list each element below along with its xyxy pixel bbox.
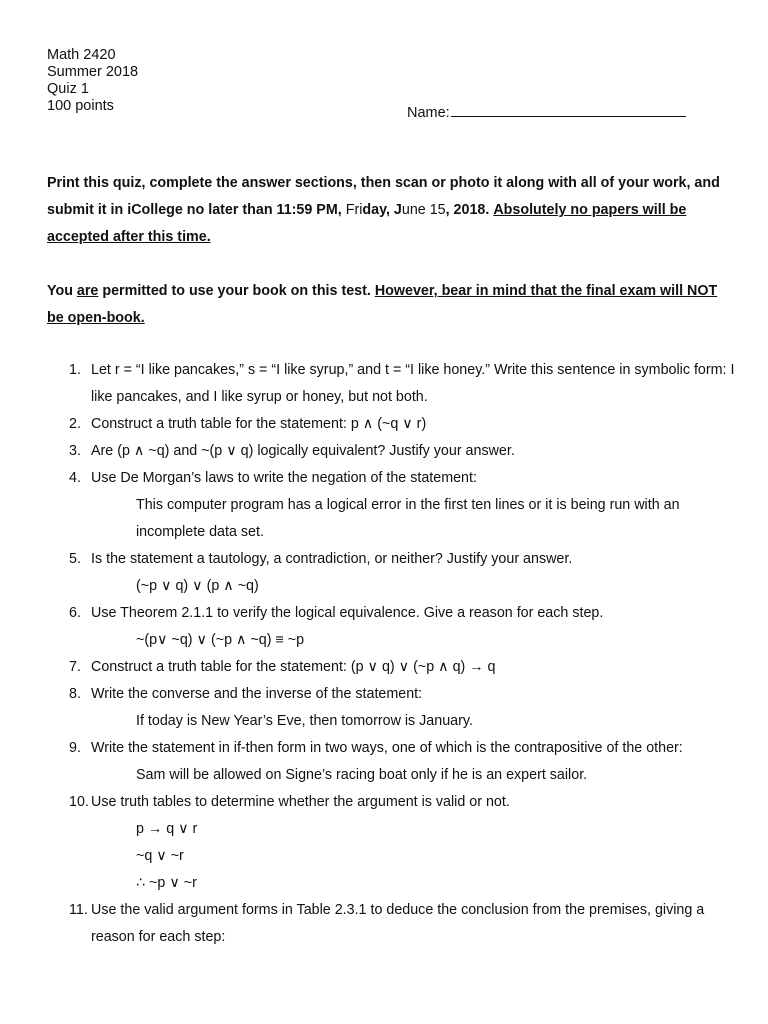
question-text: Is the statement a tautology, a contradiction, or neither? Justify your answer. bbox=[91, 551, 573, 567]
book-policy-you: You bbox=[47, 283, 77, 299]
question-item bbox=[47, 735, 737, 789]
question-number: 6. bbox=[69, 605, 81, 621]
question-list bbox=[47, 357, 737, 951]
question-item bbox=[47, 546, 737, 600]
question-number: 4. bbox=[69, 470, 81, 486]
name-field bbox=[407, 102, 686, 121]
question-number: 1. bbox=[69, 362, 81, 378]
instructions-year: , 2018. bbox=[445, 202, 490, 218]
question-number: 10. bbox=[69, 794, 89, 810]
points-label: 100 points bbox=[47, 98, 114, 114]
question-text: Write the converse and the inverse of the statement: bbox=[91, 686, 423, 702]
question-number: 5. bbox=[69, 551, 81, 567]
question-text: Use Theorem 2.1.1 to verify the logical equivalence. Give a reason for each step. bbox=[91, 605, 604, 621]
question-number: 3. bbox=[69, 443, 81, 459]
question-text: Use De Morgan’s laws to write the negation of the statement: bbox=[91, 470, 477, 486]
question-detail: ~q ∨ ~r bbox=[136, 848, 184, 864]
quiz-header bbox=[47, 47, 138, 115]
question-detail: (~p ∨ q) ∨ (p ∧ ~q) bbox=[136, 578, 259, 594]
question-text: Use the valid argument forms in Table 2.3.1 to deduce the conclusion from the premises, giving a reason for each step: bbox=[91, 902, 705, 945]
question-item bbox=[47, 681, 737, 735]
question-item bbox=[47, 897, 737, 951]
question-item bbox=[47, 438, 737, 465]
name-blank-line bbox=[451, 102, 686, 117]
instructions-day: day, J bbox=[362, 202, 402, 218]
book-policy bbox=[47, 278, 737, 332]
question-detail: p → q ∨ r bbox=[136, 821, 198, 837]
question-number: 7. bbox=[69, 659, 81, 675]
question-item bbox=[47, 600, 737, 654]
instructions-fri: Fri bbox=[341, 202, 363, 218]
question-text: Write the statement in if-then form in two ways, one of which is the contrapositive of the other: bbox=[91, 740, 683, 756]
question-item bbox=[47, 465, 737, 546]
submission-instructions bbox=[47, 170, 737, 251]
question-detail: ~(p∨ ~q) ∨ (~p ∧ ~q) ≡ ~p bbox=[136, 632, 305, 648]
instructions-deadline-warning: Absolutely no papers will be accepted after this time. bbox=[47, 202, 687, 245]
question-detail: Sam will be allowed on Signe’s racing boat only if he is an expert sailor. bbox=[136, 767, 588, 783]
name-label: Name: bbox=[407, 105, 450, 121]
course-label: Math 2420 bbox=[47, 47, 116, 63]
question-item bbox=[47, 654, 737, 681]
book-policy-are: are bbox=[76, 283, 99, 299]
question-number: 2. bbox=[69, 416, 81, 432]
term-label: Summer 2018 bbox=[47, 64, 139, 80]
question-number: 8. bbox=[69, 686, 81, 702]
question-text: Construct a truth table for the statement: p ∧ (~q ∨ r) bbox=[91, 416, 427, 432]
instructions-main: Print this quiz, complete the answer sections, then scan or photo it along with all of your work, and submit it in iCollege no later than 11:59 PM, bbox=[47, 175, 720, 218]
question-item bbox=[47, 411, 737, 438]
question-item bbox=[47, 789, 737, 897]
instructions-une: une 15 bbox=[401, 202, 446, 218]
quiz-label: Quiz 1 bbox=[47, 81, 89, 97]
question-detail: ∴ ~p ∨ ~r bbox=[136, 875, 197, 891]
question-item bbox=[47, 357, 737, 411]
question-detail: This computer program has a logical error in the first ten lines or it is being run with an incomplete data set. bbox=[136, 497, 680, 540]
book-policy-final-exam: However, bear in mind that the final exam will NOT be open-book. bbox=[47, 283, 718, 326]
question-text: Use truth tables to determine whether the argument is valid or not. bbox=[91, 794, 510, 810]
question-number: 9. bbox=[69, 740, 81, 756]
question-detail: If today is New Year’s Eve, then tomorrow is January. bbox=[136, 713, 473, 729]
question-number: 11. bbox=[69, 902, 88, 918]
book-policy-permitted: permitted to use your book on this test. bbox=[98, 283, 375, 299]
question-text: Construct a truth table for the statement: (p ∨ q) ∨ (~p ∧ q) → q bbox=[91, 659, 496, 675]
question-text: Are (p ∧ ~q) and ~(p ∨ q) logically equivalent? Justify your answer. bbox=[91, 443, 515, 459]
question-text: Let r = “I like pancakes,” s = “I like syrup,” and t = “I like honey.” Write this sentence in symbolic form: I like pancakes, and I like syrup or honey, but not both. bbox=[91, 362, 735, 405]
